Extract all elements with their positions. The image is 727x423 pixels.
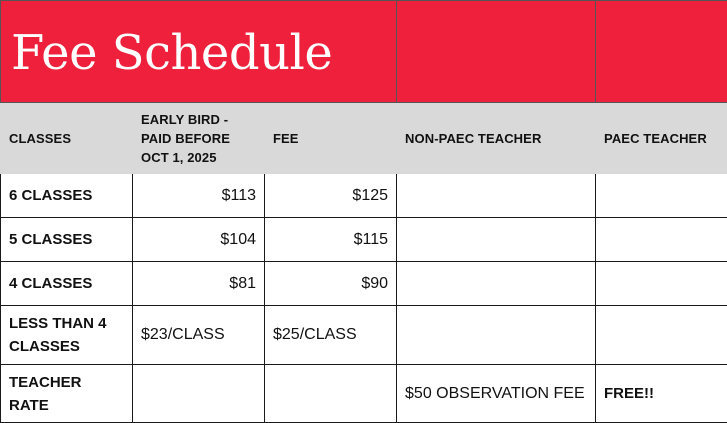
row-label: 6 CLASSES bbox=[1, 174, 133, 218]
title-spacer-cell bbox=[596, 1, 727, 103]
row-label: 4 CLASSES bbox=[1, 262, 133, 306]
table-row bbox=[1, 262, 727, 306]
row-label-line: LESS THAN 4 bbox=[9, 312, 124, 335]
paec-cell bbox=[596, 262, 727, 306]
header-classes: CLASSES bbox=[1, 103, 133, 174]
fee-price: $25/CLASS bbox=[265, 306, 397, 365]
fee-price: $115 bbox=[265, 218, 397, 262]
paec-cell bbox=[596, 306, 727, 365]
row-label-line: TEACHER bbox=[9, 371, 124, 394]
title-spacer-cell bbox=[397, 1, 596, 103]
non-paec-teacher-rate: $50 OBSERVATION FEE bbox=[397, 365, 596, 423]
header-non-paec-teacher: NON-PAEC TEACHER bbox=[397, 103, 596, 174]
page-title: Fee Schedule bbox=[1, 1, 397, 103]
paec-teacher-rate: FREE!! bbox=[596, 365, 727, 423]
table-row bbox=[1, 218, 727, 262]
table-row bbox=[1, 306, 727, 365]
table-row bbox=[1, 365, 727, 423]
header-early-bird-line: OCT 1, 2025 bbox=[141, 148, 256, 167]
fee-price bbox=[265, 365, 397, 423]
early-bird-price: $113 bbox=[133, 174, 265, 218]
early-bird-price: $104 bbox=[133, 218, 265, 262]
early-bird-price bbox=[133, 365, 265, 423]
paec-cell bbox=[596, 218, 727, 262]
early-bird-price: $23/CLASS bbox=[133, 306, 265, 365]
header-early-bird-line: PAID BEFORE bbox=[141, 129, 256, 148]
row-label bbox=[1, 306, 133, 365]
header-fee: FEE bbox=[265, 103, 397, 174]
header-paec-teacher: PAEC TEACHER bbox=[596, 103, 727, 174]
non-paec-cell bbox=[397, 218, 596, 262]
fee-price: $90 bbox=[265, 262, 397, 306]
non-paec-cell bbox=[397, 174, 596, 218]
row-label bbox=[1, 365, 133, 423]
non-paec-cell bbox=[397, 262, 596, 306]
non-paec-cell bbox=[397, 306, 596, 365]
row-label-line: RATE bbox=[9, 394, 124, 417]
header-early-bird-line: EARLY BIRD - bbox=[141, 110, 256, 129]
fee-price: $125 bbox=[265, 174, 397, 218]
row-label: 5 CLASSES bbox=[1, 218, 133, 262]
column-header-row bbox=[1, 103, 727, 174]
row-label-line: CLASSES bbox=[9, 335, 124, 358]
early-bird-price: $81 bbox=[133, 262, 265, 306]
table-row bbox=[1, 174, 727, 218]
paec-cell bbox=[596, 174, 727, 218]
title-row bbox=[1, 1, 727, 103]
header-early-bird bbox=[133, 103, 265, 174]
